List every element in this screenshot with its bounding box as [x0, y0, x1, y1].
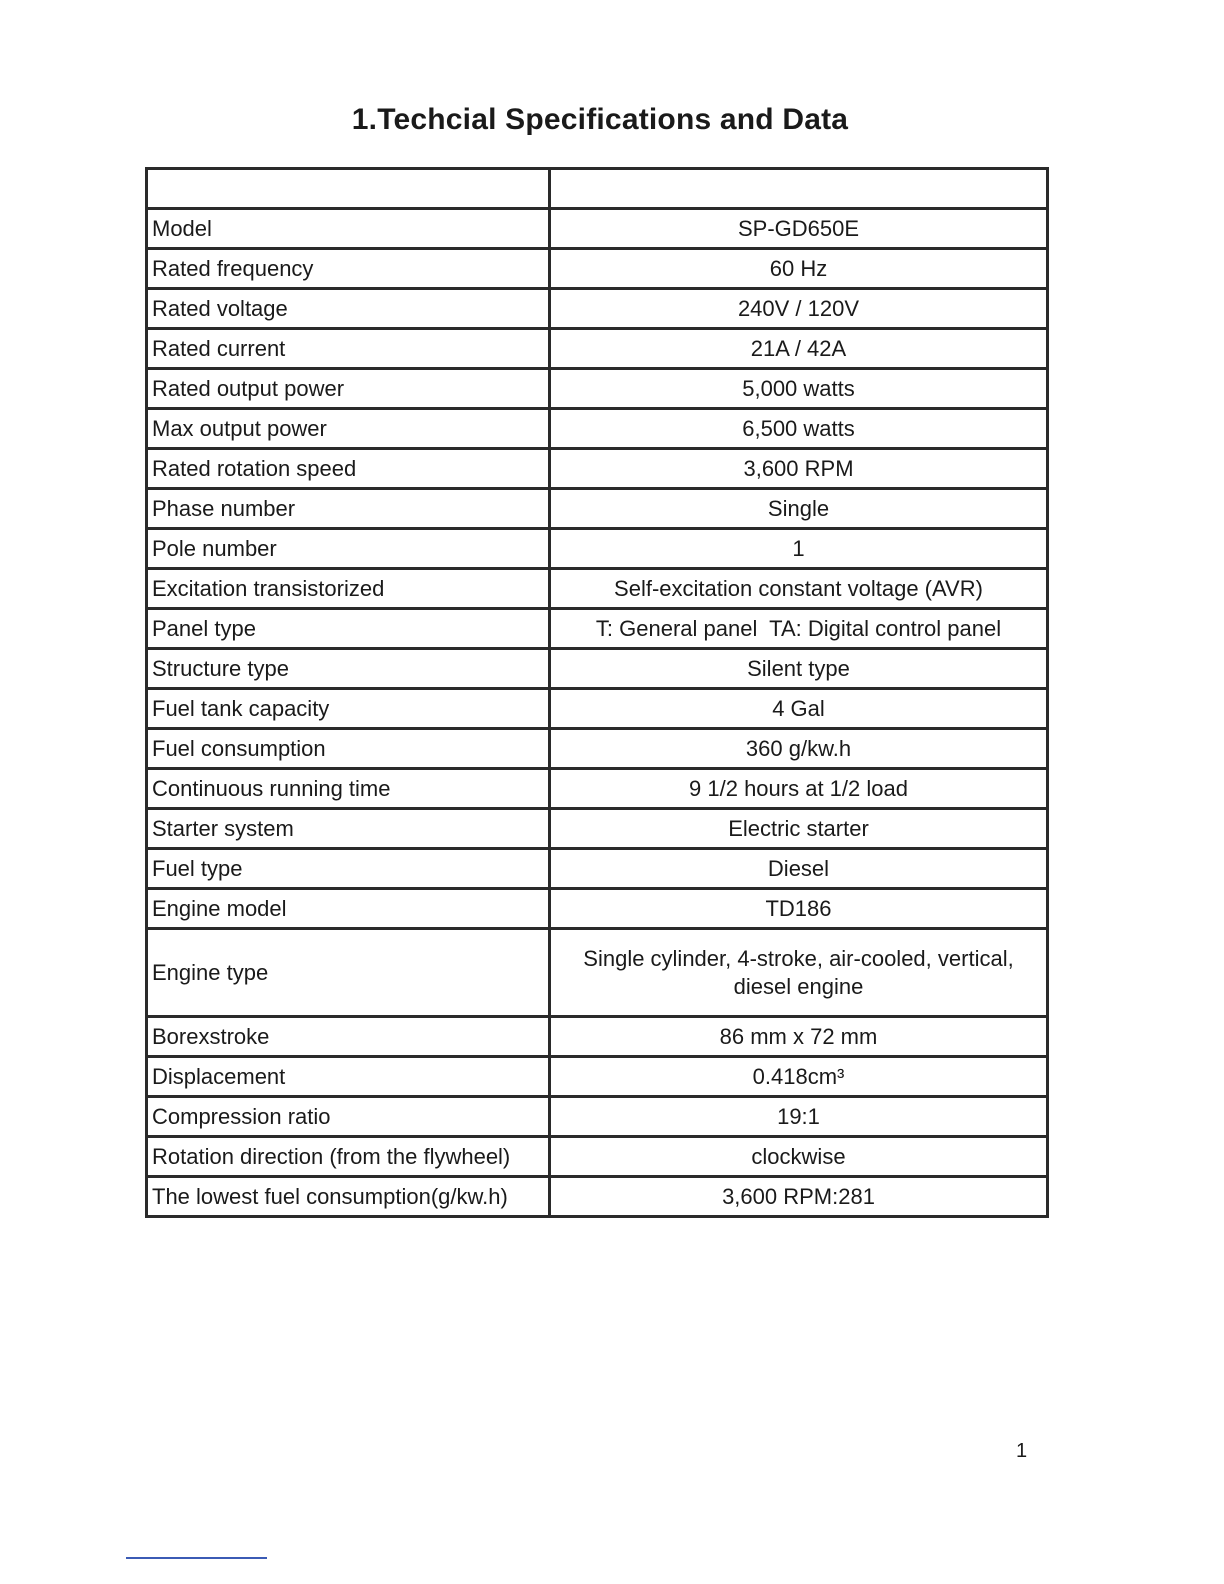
table-row: [147, 289, 1048, 329]
table-row: [147, 769, 1048, 809]
spec-label: Pole number: [147, 529, 550, 569]
spec-label: Structure type: [147, 649, 550, 689]
spec-value: 1: [550, 529, 1048, 569]
spec-label: Max output power: [147, 409, 550, 449]
spec-value: Diesel: [550, 849, 1048, 889]
spec-value: 240V / 120V: [550, 289, 1048, 329]
spec-table-body: [147, 169, 1048, 1217]
spec-label: Displacement: [147, 1057, 550, 1097]
table-row: [147, 529, 1048, 569]
table-row: [147, 929, 1048, 1017]
table-row: [147, 1177, 1048, 1217]
spec-value: 4 Gal: [550, 689, 1048, 729]
spec-value: TD186: [550, 889, 1048, 929]
spec-label: Model: [147, 209, 550, 249]
table-row: [147, 889, 1048, 929]
table-row: [147, 649, 1048, 689]
table-row: [147, 249, 1048, 289]
spec-label: Excitation transistorized: [147, 569, 550, 609]
table-row: [147, 1057, 1048, 1097]
table-row: [147, 609, 1048, 649]
spec-label: Continuous running time: [147, 769, 550, 809]
spec-label: Rotation direction (from the flywheel): [147, 1137, 550, 1177]
spec-label: Engine type: [147, 929, 550, 1017]
spec-label: Fuel type: [147, 849, 550, 889]
header-cell-label: [147, 169, 550, 209]
spec-label: Rated current: [147, 329, 550, 369]
table-row: [147, 689, 1048, 729]
spec-label: Rated output power: [147, 369, 550, 409]
spec-value: T: General panel TA: Digital control panel: [550, 609, 1048, 649]
spec-value: Self-excitation constant voltage (AVR): [550, 569, 1048, 609]
table-row: [147, 449, 1048, 489]
spec-value: Single cylinder, 4-stroke, air-cooled, vertical, diesel engine: [550, 929, 1048, 1017]
spec-table: [145, 167, 1049, 1218]
spec-value: Electric starter: [550, 809, 1048, 849]
spec-value: 3,600 RPM: [550, 449, 1048, 489]
spec-value: Single: [550, 489, 1048, 529]
table-row: [147, 569, 1048, 609]
table-row: [147, 209, 1048, 249]
table-row: [147, 729, 1048, 769]
spec-value: 6,500 watts: [550, 409, 1048, 449]
spec-value: 21A / 42A: [550, 329, 1048, 369]
footnote-divider: [126, 1557, 267, 1559]
spec-label: Engine model: [147, 889, 550, 929]
spec-label: Compression ratio: [147, 1097, 550, 1137]
table-row: [147, 329, 1048, 369]
header-cell-value: [550, 169, 1048, 209]
spec-value: 360 g/kw.h: [550, 729, 1048, 769]
table-row: [147, 489, 1048, 529]
page-title: 1.Techcial Specifications and Data: [351, 103, 849, 136]
spec-label: The lowest fuel consumption(g/kw.h): [147, 1177, 550, 1217]
spec-label: Starter system: [147, 809, 550, 849]
table-row: [147, 1017, 1048, 1057]
table-row: [147, 369, 1048, 409]
spec-label: Rated voltage: [147, 289, 550, 329]
spec-value: 5,000 watts: [550, 369, 1048, 409]
table-row: [147, 1137, 1048, 1177]
spec-label: Rated frequency: [147, 249, 550, 289]
table-row: [147, 409, 1048, 449]
spec-value: 19:1: [550, 1097, 1048, 1137]
spec-value: clockwise: [550, 1137, 1048, 1177]
spec-value: Silent type: [550, 649, 1048, 689]
spec-label: Rated rotation speed: [147, 449, 550, 489]
spec-value: SP-GD650E: [550, 209, 1048, 249]
spec-value: 60 Hz: [550, 249, 1048, 289]
spec-value: 3,600 RPM:281: [550, 1177, 1048, 1217]
spec-value: 9 1/2 hours at 1/2 load: [550, 769, 1048, 809]
spec-label: Phase number: [147, 489, 550, 529]
page-number: 1: [1016, 1440, 1028, 1462]
spec-label: Fuel tank capacity: [147, 689, 550, 729]
spec-value: 86 mm x 72 mm: [550, 1017, 1048, 1057]
spec-label: Borexstroke: [147, 1017, 550, 1057]
table-row: [147, 1097, 1048, 1137]
spec-label: Fuel consumption: [147, 729, 550, 769]
table-row: [147, 849, 1048, 889]
spec-label: Panel type: [147, 609, 550, 649]
table-row: [147, 809, 1048, 849]
table-header-row: [147, 169, 1048, 209]
spec-value: 0.418cm³: [550, 1057, 1048, 1097]
